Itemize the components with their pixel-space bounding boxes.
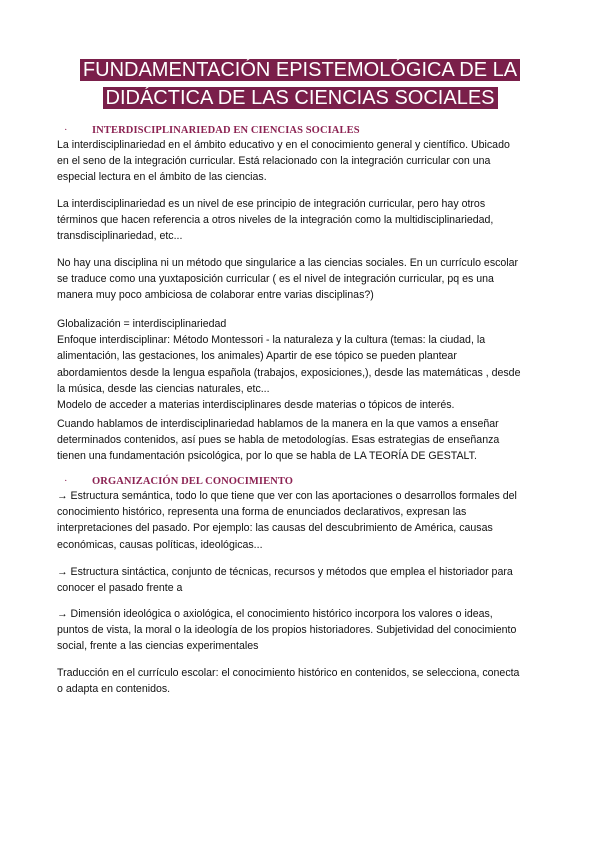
text-line: o adapta en contenidos. xyxy=(57,683,171,696)
section-heading-text: INTERDISCIPLINARIEDAD EN CIENCIAS SOCIALES xyxy=(92,125,360,136)
text-line: La interdisciplinariedad es un nivel de ese principio de integración curricular, pero hay otros xyxy=(57,198,486,210)
paragraph xyxy=(57,316,547,413)
text-line: en el seno de la integración curricular. Está relacionado con la integración curricular con una xyxy=(57,155,491,168)
text-line: abordamientos desde la lengua española (trabajos, exposiciones,), desde las matemáticas , desde xyxy=(57,366,521,379)
paragraph xyxy=(57,606,547,655)
text-line: puntos de vista, la moral o la ideología de los propios historiadores. Subjetividad del conocimiento xyxy=(57,624,517,637)
text-line: La interdisciplinariedad en el ámbito educativo y en el conocimiento general y científico. Ubicado xyxy=(57,139,510,151)
section-heading-interdisciplinariedad xyxy=(64,125,360,136)
paragraph xyxy=(57,665,547,697)
paragraph xyxy=(57,196,547,245)
text-line: → Dimensión ideológica o axiológica, el conocimiento histórico incorpora los valores o ideas, xyxy=(57,608,493,620)
text-line: Modelo de acceder a materias interdisciplinares desde materias o tópicos de interés. xyxy=(57,399,455,412)
text-line: se traduce como una yuxtaposición curricular ( es el nivel de integración curricular, pq es una xyxy=(57,273,494,286)
text-line: → Estructura semántica, todo lo que tiene que ver con las aportaciones o desarrollos formales del xyxy=(57,490,517,502)
section-heading-organizacion xyxy=(64,476,293,487)
section-heading-text: ORGANIZACIÓN DEL CONOCIMIENTO xyxy=(92,476,294,487)
paragraph xyxy=(57,416,547,465)
text-line: Enfoque interdisciplinar: Método Montessori - la naturaleza y la cultura (temas: la ciudad, la xyxy=(57,334,486,347)
text-line: conocimiento histórico, representa una forma de enunciados declarativos, expresan las xyxy=(57,506,467,519)
text-line: términos que hacen referencia a otros niveles de la integración como la multidisciplinariedad, xyxy=(57,214,494,227)
text-line: especial lectura en el ámbito de las ciencias. xyxy=(57,171,267,184)
title-line-1: FUNDAMENTACIÓN EPISTEMOLÓGICA DE LA xyxy=(80,59,520,81)
bullet-icon: · xyxy=(64,476,68,487)
text-line: transdisciplinariedad, etc... xyxy=(57,230,183,243)
text-line: determinados contenidos, así pues se habla de metodologías. Esas estrategias de enseñanza xyxy=(57,434,500,447)
paragraph xyxy=(57,488,547,553)
paragraph xyxy=(57,564,547,596)
text-line: la música, desde las ciencias naturales, etc... xyxy=(57,382,270,395)
text-line: alimentación, las gestaciones, los animales) Apartir de ese tópico se pueden plantear xyxy=(57,350,457,363)
text-line: social, frente a las ciencias experimentales xyxy=(57,640,259,653)
document-title xyxy=(0,56,600,112)
text-line: tienen una fundamentación psicológica, por lo que se habla de LA TEORÍA DE GESTALT. xyxy=(57,450,477,463)
paragraph xyxy=(57,137,547,186)
text-line: económicas, causas políticas, ideológicas... xyxy=(57,538,263,551)
text-line: Cuando hablamos de interdisciplinariedad hablamos de la manera en la que vamos a enseñar xyxy=(57,418,499,430)
text-line: No hay una disciplina ni un método que singularice a las ciencias sociales. En un currículo escolar xyxy=(57,257,519,269)
text-line: conocer el pasado frente a xyxy=(57,582,183,595)
title-line-2: DIDÁCTICA DE LAS CIENCIAS SOCIALES xyxy=(103,87,498,109)
bullet-icon: · xyxy=(64,125,68,136)
text-line: Globalización = interdisciplinariedad xyxy=(57,318,227,330)
text-line: manera muy poco ambiciosa de colaborar entre varias disciplinas?) xyxy=(57,289,374,302)
text-line: Traducción en el currículo escolar: el conocimiento histórico en contenidos, se selecciona, conecta xyxy=(57,667,520,679)
paragraph xyxy=(57,255,547,304)
text-line: → Estructura sintáctica, conjunto de técnicas, recursos y métodos que emplea el historiador para xyxy=(57,566,513,578)
text-line: interpretaciones del pasado. Por ejemplo: las causas del descubrimiento de América, causas xyxy=(57,522,493,535)
